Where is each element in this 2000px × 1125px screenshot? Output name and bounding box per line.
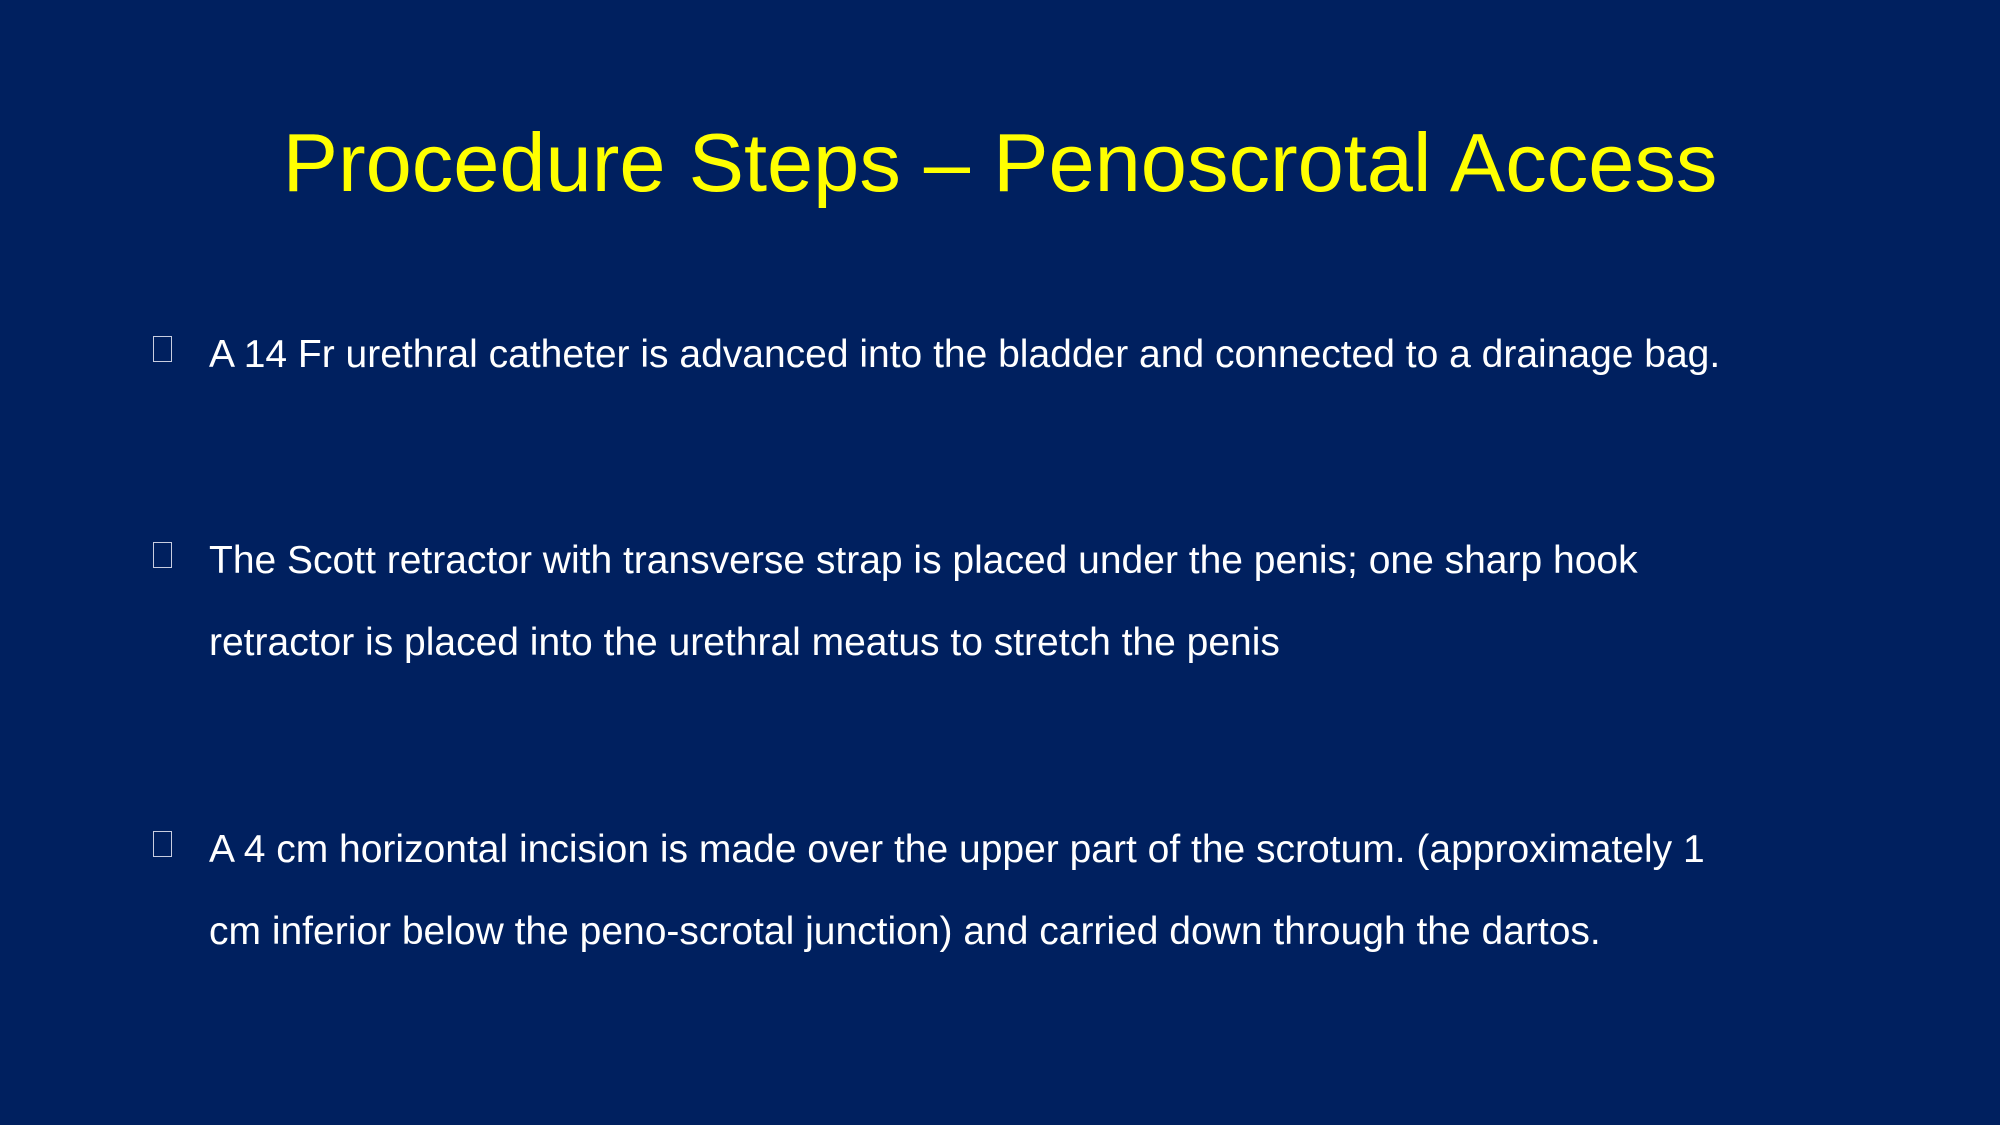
bullet-line: cm inferior below the peno-scrotal junction) and carried down through the dartos. <box>209 910 1601 953</box>
bullet-text <box>209 520 1869 684</box>
bullet-text <box>209 809 1869 973</box>
square-bullet-icon <box>153 336 172 362</box>
square-bullet-icon <box>153 542 172 568</box>
square-bullet-icon <box>153 831 172 857</box>
bullet-text <box>209 314 1869 396</box>
bullet-line: retractor is placed into the urethral meatus to stretch the penis <box>209 621 1280 664</box>
bullet-line: A 14 Fr urethral catheter is advanced into the bladder and connected to a drainage bag. <box>209 333 1721 376</box>
bullet-line: A 4 cm horizontal incision is made over the upper part of the scrotum. (approximately 1 <box>209 828 1705 871</box>
slide-title: Procedure Steps – Penoscrotal Access <box>282 116 1718 209</box>
bullet-line: The Scott retractor with transverse strap is placed under the penis; one sharp hook <box>209 539 1638 582</box>
